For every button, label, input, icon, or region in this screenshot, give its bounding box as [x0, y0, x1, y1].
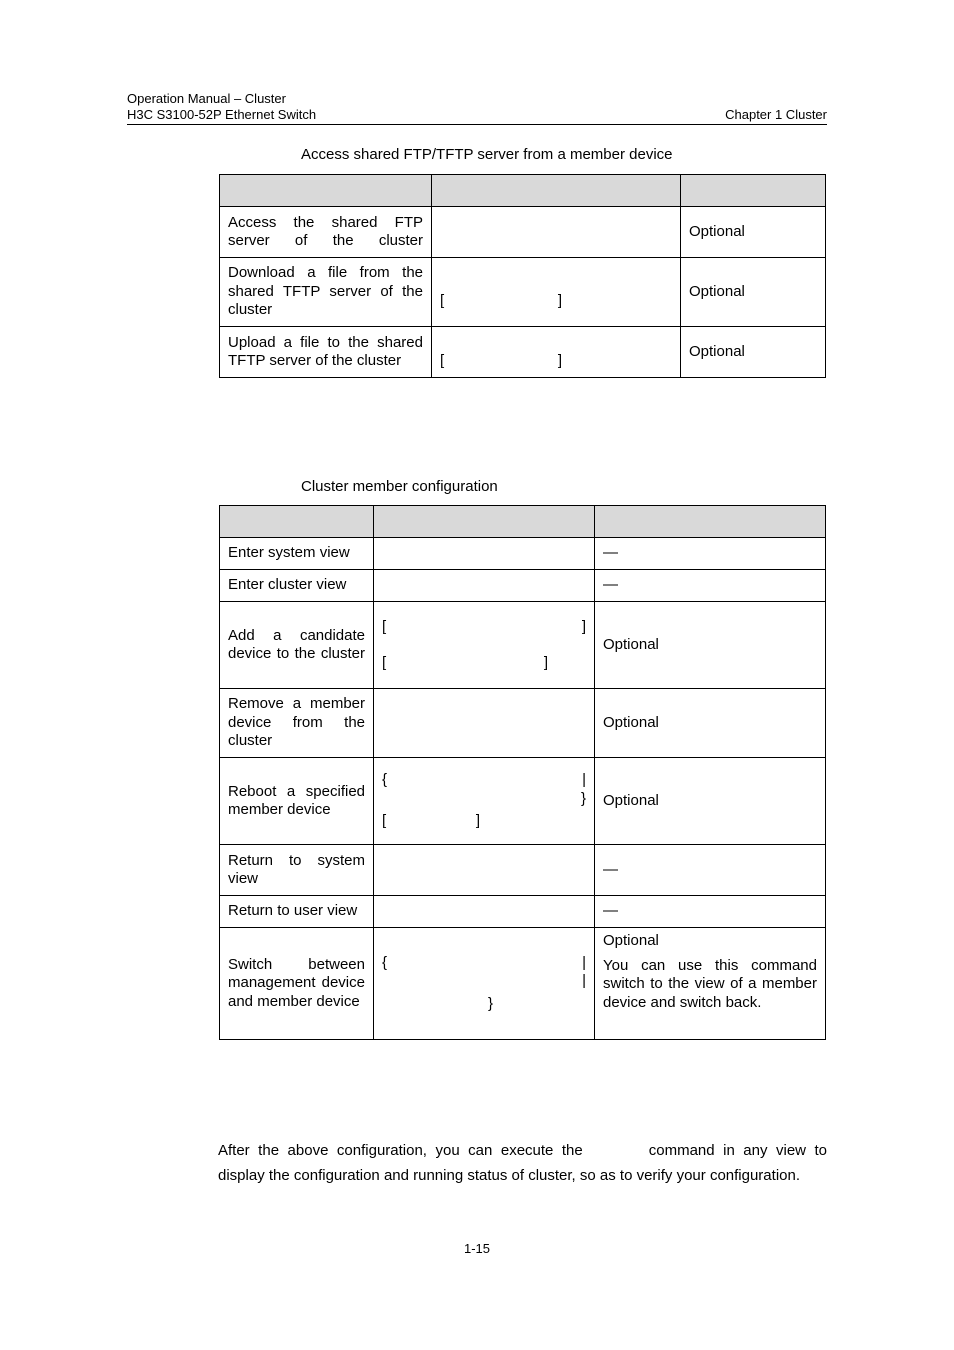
operation-cell: Return to system view: [220, 845, 374, 896]
command-line: [382, 812, 480, 831]
table-header-row: [220, 175, 826, 207]
remark-cell: [595, 928, 826, 1040]
paragraph-text: After the above configuration, you can execute the: [218, 1142, 583, 1159]
remark-cell: Optional: [681, 327, 826, 378]
command-cell: [432, 258, 681, 327]
page-number: 1-15: [463, 1241, 491, 1256]
brace-open: {: [382, 771, 388, 789]
command-line: [382, 972, 586, 991]
remark-cell: Optional: [595, 758, 826, 845]
operation-cell: Reboot a specified member device: [220, 758, 374, 845]
command-cell: [432, 207, 681, 258]
table-row: [220, 570, 826, 602]
pipe-separator: |: [582, 953, 586, 971]
table-row: [220, 207, 826, 258]
bracket-close: ]: [581, 617, 586, 635]
remark-cell: Optional: [595, 689, 826, 758]
ftp-tftp-table: [219, 174, 826, 378]
table-row: [220, 602, 826, 689]
table2-caption: Cluster member configuration: [301, 478, 498, 495]
table-row: [220, 896, 826, 928]
operation-cell: Add a candidate device to the cluster: [220, 602, 374, 689]
command-cell: [374, 538, 595, 570]
table-row: [220, 327, 826, 378]
bracket-close: ]: [557, 352, 562, 369]
bracket-open: [: [440, 292, 445, 309]
manual-title: Operation Manual – Cluster: [127, 91, 286, 106]
command-line: [382, 618, 586, 637]
cluster-member-table: [219, 505, 826, 1040]
operation-cell: Remove a member device from the cluster: [220, 689, 374, 758]
remark-optional: Optional: [603, 932, 659, 949]
command-cell: [374, 758, 595, 845]
command-line: [382, 954, 586, 973]
operation-cell: Access the shared FTP server of the cluster: [220, 207, 432, 258]
command-cell: [374, 845, 595, 896]
bracket-close: ]: [557, 292, 562, 309]
operation-cell: Download a file from the shared TFTP server of the cluster: [220, 258, 432, 327]
pipe-separator: |: [582, 972, 586, 990]
remark-cell: Optional: [595, 602, 826, 689]
paragraph-text: command in any view to display the configuration and running status of cluster, so as to verify your configuration.: [218, 1142, 828, 1184]
command-line: [382, 771, 586, 790]
command-cell: [374, 896, 595, 928]
bracket-open: [: [382, 617, 387, 635]
header-rule: [127, 124, 827, 125]
table-row: [220, 258, 826, 327]
operation-cell: Upload a file to the shared TFTP server of the cluster: [220, 327, 432, 378]
command-cell: [374, 570, 595, 602]
brace-close: }: [580, 789, 586, 807]
table1-caption: Access shared FTP/TFTP server from a member device: [301, 146, 673, 163]
operation-cell: Enter cluster view: [220, 570, 374, 602]
product-name: H3C S3100-52P Ethernet Switch: [127, 107, 317, 122]
table-row: [220, 845, 826, 896]
verification-paragraph: [218, 1138, 827, 1188]
bracket-open: [: [382, 812, 387, 830]
table-row: [220, 758, 826, 845]
remark-cell: —: [595, 538, 826, 570]
table-row: [220, 689, 826, 758]
remark-cell: —: [595, 845, 826, 896]
brace-close: }: [488, 994, 494, 1012]
remark-cell: Optional: [681, 258, 826, 327]
chapter-title: Chapter 1 Cluster: [725, 107, 827, 122]
operation-cell: Switch between management device and member device: [220, 928, 374, 1040]
bracket-close: ]: [543, 654, 548, 671]
command-line: [382, 654, 548, 673]
bracket-open: [: [382, 654, 387, 671]
command-cell: [374, 602, 595, 689]
bracket-close: ]: [475, 812, 480, 830]
table-row: [220, 928, 826, 1040]
command-cell: [374, 928, 595, 1040]
table-row: [220, 538, 826, 570]
command-line: [382, 995, 586, 1014]
command-cell: [432, 327, 681, 378]
operation-cell: Enter system view: [220, 538, 374, 570]
remark-cell: Optional: [681, 207, 826, 258]
brace-open: {: [382, 953, 388, 971]
command-line: [382, 790, 586, 809]
bracket-open: [: [440, 352, 445, 369]
remark-cell: —: [595, 896, 826, 928]
remark-cell: —: [595, 570, 826, 602]
table-header-row: [220, 506, 826, 538]
operation-cell: Return to user view: [220, 896, 374, 928]
pipe-separator: |: [582, 771, 586, 789]
remark-note: You can use this command switch to the view of a member device and switch back.: [603, 956, 817, 1011]
command-cell: [374, 689, 595, 758]
